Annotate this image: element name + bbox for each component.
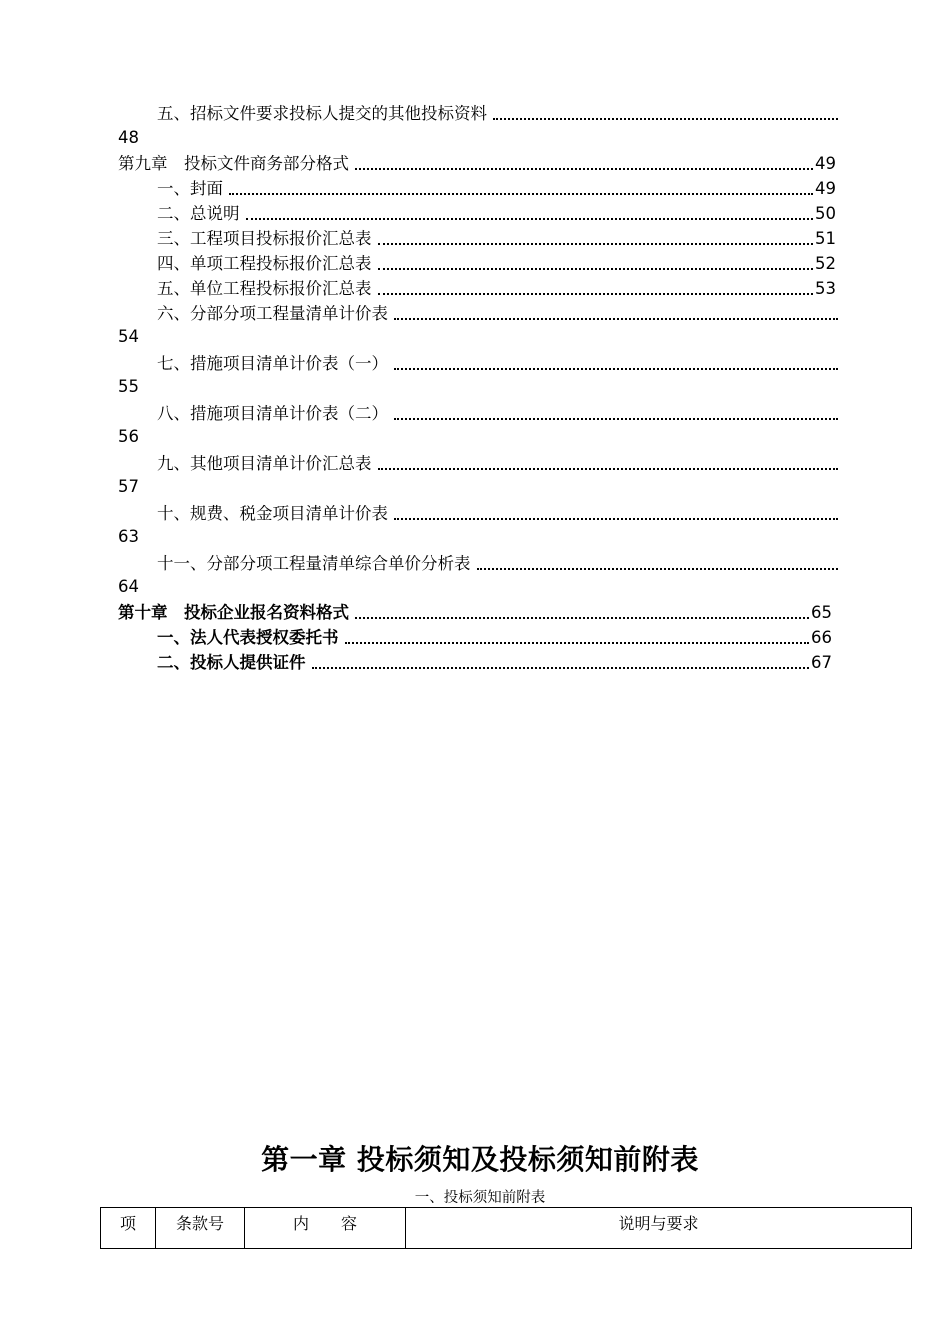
section-subtitle: 一、投标须知前附表	[414, 1190, 546, 1206]
toc-entry[interactable]	[157, 200, 836, 224]
toc-leader-dots	[355, 617, 809, 619]
toc-entry[interactable]	[157, 550, 840, 574]
toc-entry-title: 三、工程项目投标报价汇总表	[157, 229, 372, 248]
toc-entry-title: 二、总说明	[157, 204, 240, 223]
toc-entry-title: 七、措施项目清单计价表（一）	[157, 354, 388, 373]
toc-leader-dots	[378, 293, 814, 295]
toc-entry-page: 63	[118, 527, 139, 546]
toc-entry-page: 49	[815, 179, 836, 198]
toc-entry[interactable]	[157, 624, 832, 648]
chapter-title: 第一章 投标须知及投标须知前附表	[261, 1143, 699, 1176]
toc-entry-page: 52	[815, 254, 836, 273]
column-header-clause-no: 条款号	[156, 1208, 245, 1249]
table-header-row	[101, 1208, 912, 1249]
toc-leader-dots	[394, 368, 838, 370]
toc-entry-title: 第九章 投标文件商务部分格式	[118, 154, 349, 173]
toc-entry-page: 56	[118, 427, 139, 446]
toc-leader-dots	[477, 568, 839, 570]
toc-entry[interactable]	[157, 350, 840, 374]
toc-entry-page: 49	[815, 154, 836, 173]
toc-leader-dots	[246, 218, 814, 220]
toc-entry-title: 五、招标文件要求投标人提交的其他投标资料	[157, 104, 487, 123]
toc-leader-dots	[394, 518, 838, 520]
toc-entry-title: 九、其他项目清单计价汇总表	[157, 454, 372, 473]
toc-entry-title: 一、法人代表授权委托书	[157, 628, 339, 647]
toc-leader-dots	[493, 118, 838, 120]
toc-entry[interactable]	[157, 400, 840, 424]
toc-entry-page: 64	[118, 577, 139, 596]
toc-chapter-9[interactable]	[118, 150, 836, 174]
toc-leader-dots	[229, 193, 813, 195]
toc-entry-page: 57	[118, 477, 139, 496]
toc-entry-page: 54	[118, 327, 139, 346]
toc-entry-title: 八、措施项目清单计价表（二）	[157, 404, 388, 423]
toc-entry-page: 51	[815, 229, 836, 248]
toc-leader-dots	[394, 418, 838, 420]
toc-entry-page: 48	[118, 128, 139, 147]
toc-entry-title: 一、封面	[157, 179, 223, 198]
column-header-content: 内 容	[245, 1208, 406, 1249]
column-header-description: 说明与要求	[406, 1208, 912, 1249]
toc-entry-page: 53	[815, 279, 836, 298]
column-header-item: 项	[101, 1208, 156, 1249]
toc-leader-dots	[378, 468, 839, 470]
toc-chapter-10[interactable]	[118, 599, 832, 623]
toc-leader-dots	[378, 243, 814, 245]
toc-leader-dots	[345, 642, 810, 644]
toc-entry-title: 四、单项工程投标报价汇总表	[157, 254, 372, 273]
toc-entry-title: 十一、分部分项工程量清单综合单价分析表	[157, 554, 471, 573]
toc-leader-dots	[378, 268, 814, 270]
toc-entry[interactable]	[157, 275, 836, 299]
toc-entry-title: 六、分部分项工程量清单计价表	[157, 304, 388, 323]
toc-entry[interactable]	[157, 649, 832, 673]
toc-entry-page: 66	[811, 628, 832, 647]
toc-entry[interactable]	[157, 175, 836, 199]
toc-entry-page: 50	[815, 204, 836, 223]
toc-entry[interactable]	[157, 100, 840, 124]
toc-entry-title: 第十章 投标企业报名资料格式	[118, 603, 349, 622]
toc-entry[interactable]	[157, 225, 836, 249]
toc-entry[interactable]	[157, 450, 840, 474]
toc-entry-page: 67	[811, 653, 832, 672]
toc-entry-page: 65	[811, 603, 832, 622]
toc-entry-page: 55	[118, 377, 139, 396]
toc-leader-dots	[394, 318, 838, 320]
front-table	[100, 1207, 912, 1249]
toc-leader-dots	[355, 168, 813, 170]
toc-entry[interactable]	[157, 300, 840, 324]
toc-entry-title: 五、单位工程投标报价汇总表	[157, 279, 372, 298]
toc-entry[interactable]	[157, 250, 836, 274]
toc-entry[interactable]	[157, 500, 840, 524]
toc-entry-title: 二、投标人提供证件	[157, 653, 306, 672]
toc-entry-title: 十、规费、税金项目清单计价表	[157, 504, 388, 523]
toc-leader-dots	[312, 667, 810, 669]
